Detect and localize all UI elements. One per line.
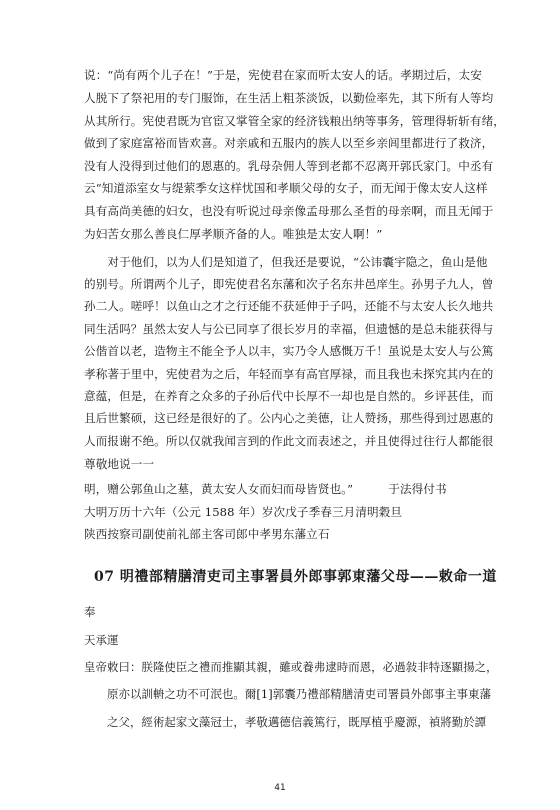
body-line: 尊敬地说一一: [84, 457, 155, 471]
body-line: 说：“尚有两个儿子在！”于是，宪使君在家而听太安人的话。孝期过后，太安: [84, 68, 482, 82]
edict-line: 奉: [84, 605, 96, 619]
edict-line: 原亦以訓輈之功不可泯也。爾[1]郭囊乃禮部精膳清吏司署員外郎事主事東藩: [84, 687, 492, 701]
body-line: 人脱下了祭祀用的专门服饰，在生活上粗茶淡饭，以勤俭率先，其下所有人等均: [84, 91, 494, 105]
edict-line: 天承運: [84, 633, 119, 647]
body-line: 的别号。所谓两个儿子，即宪使君名东藩和次子名东井邑庠生。孙男子九人，曾: [84, 277, 494, 291]
body-line: 明，赠公郭鱼山之墓，黄太安人女而妇而母皆贤也。” 于法得付书: [84, 482, 447, 496]
body-line: 孝称著于里中，宪使君为之后，年轻而享有高官厚禄，而且我也未探究其内在的: [84, 367, 494, 381]
page-number: 41: [274, 783, 286, 793]
body-line: 大明万历十六年（公元 1588 年）岁次戊子季春三月清明穀旦: [84, 505, 403, 519]
body-line: 孙二人。嗟呼！以鱼山之才之行还能不获延伸于子吗，还能不与太安人长久地共: [84, 299, 494, 313]
body-line: 意蕴，但是，在养育之众多的子孙后代中长厚不一却也是自然的。乡评甚佳，而: [84, 389, 494, 403]
body-line: 为妇苦女那么善良仁厚孝顺齐备的人。唯独是太安人啊！”: [84, 227, 383, 241]
body-line: 人而报谢不绝。所以仅就我闻言到的作此文而表述之，并且使得过往行人都能很: [84, 434, 494, 448]
body-line: 做到了家庭富裕而皆欢喜。对亲戚和五服内的族人以至乡亲闾里都进行了救济，: [84, 136, 494, 150]
section-heading: 07 明禮部精膳清吏司主事署員外郎事郭東藩父母——敕命一道: [94, 569, 497, 585]
body-line: 对于他们，以为人们是知道了，但我还是要说，“公讳囊宇隐之，鱼山是他: [84, 255, 488, 269]
body-line: 没有人没得到过他们的恩惠的。乳母杂佣人等到老都不忍离开郭氏家门。中丞有: [84, 159, 494, 173]
body-line: 从其所行。宪使君既为官宦又掌管全家的经济钱粮出纳等事务，管理得斩斩有绪，: [84, 114, 505, 128]
body-line: 具有高尚美德的妇女，也没有听说过母亲像孟母那么圣哲的母亲啊，而且无闻于: [84, 204, 494, 218]
edict-line: 皇帝敕曰：朕隆使臣之禮而推顯其親，雖或養弗逮時而恩，必過敍非特逐顯揚之，: [84, 660, 498, 674]
edict-line: 之父，經術起家文藻冠士，孝敬邁德信義篤行，既厚植乎慶源，禎將勤於譚: [84, 715, 487, 729]
body-line: 同生活吗？虽然太安人与公已同享了很长岁月的幸福，但遗憾的是总未能获得与: [84, 322, 494, 336]
body-line: 公偕首以老，造物主不能全予人以丰，实乃令人感慨万千！虽说是太安人与公篤: [84, 344, 494, 358]
body-line: 陕西按察司副使前礼部主客司郎中孝男东藩立石: [84, 527, 330, 541]
body-line: 且后世繁硕，这已经是很好的了。公内心之美德，让人赞扬，那些得到过恩惠的: [84, 411, 494, 425]
body-line: 云“知道添室女与缇萦季女这样忧国和孝顺父母的女子，而无闻于像太安人这样: [84, 181, 488, 195]
